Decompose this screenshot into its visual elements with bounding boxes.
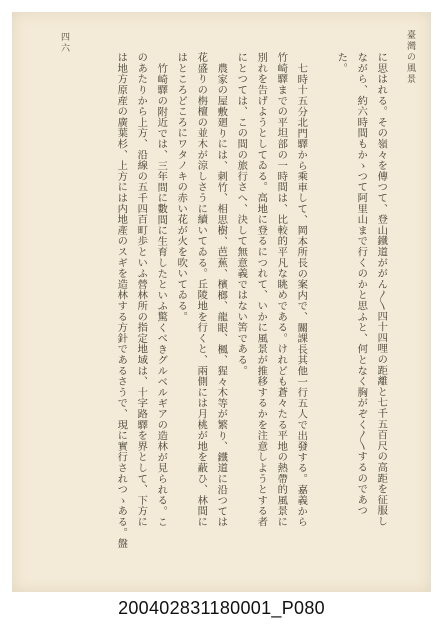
- running-header: 臺灣の風景: [405, 30, 415, 85]
- text-line: に思はれる。その嶺々を傳つて、登山鐵道ががん〳〵四十四哩の距離と七千五百尺の高距を征服し: [375, 52, 388, 527]
- text-line: はところどころにワタノキの赤い花が火を吹いてゐる。: [175, 52, 188, 322]
- image-caption: 200402831180001_P080: [118, 598, 325, 618]
- text-line: 竹崎驛の附近では、三年間に數間に生育したといふ驚くべきグルベルギアの造林が見られる。こ: [155, 63, 168, 528]
- text-line: にとつては、この間の旅行さへ、決して無意義ではない筈である。: [235, 52, 248, 376]
- text-line: のあたりから上方、沿線の五千四百町歩といふ營林所の指定地域は、十字路驛を界として、下方に: [135, 52, 148, 528]
- text-line: 竹崎驛までの平坦部の一時間は、比較的平凡な眺めである。けれども蒼々たる平地の熱帶的風景に: [275, 52, 288, 528]
- text-line: は地方原産の廣葉杉、上方には内地產のスギを造林する方針であるさうで、現に實行されつゝある。盤: [115, 52, 128, 549]
- text-line: ながら、約六時間もかゝつて阿里山まで行くのかと思ふと、何となく胸がぞく〳〵するのであつ: [355, 52, 368, 516]
- book-page: [12, 12, 431, 592]
- text-line: 花盛りの栴檀の並木が涼しさうに續いてゐる。丘陵地を行くと、兩側には月桃が地を蔽ひ、林間に: [195, 52, 208, 528]
- text-line: 別れを告げようとしてゐる。高地に登るにつれて、いかに風景が推移するかを注意しようとする者: [255, 52, 268, 528]
- text-line: 七時十五分北門驛から乘車して、岡本所長の案内で、關課長其他一行五人で出發する。嘉義から: [295, 63, 308, 528]
- text-line: た。: [335, 52, 348, 74]
- page-number: 四六: [59, 32, 69, 54]
- text-line: 農家の屋敷廻りには、刺竹、相思樹、芭蕉、檳榔、龍眼、楓、猩々木等が繁り、鐵道に沿つては: [215, 63, 228, 528]
